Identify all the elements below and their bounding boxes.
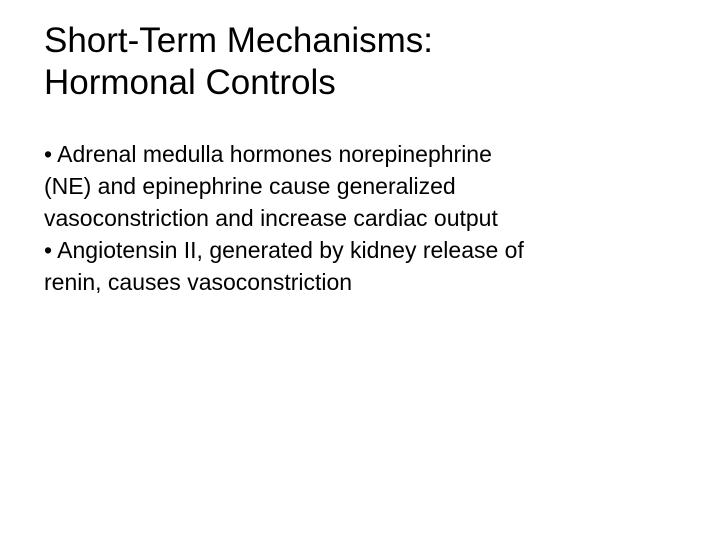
slide-body	[44, 138, 684, 298]
bullet-1-line-2: (NE) and epinephrine cause generalized	[44, 173, 456, 199]
bullet-1-line-3: vasoconstriction and increase cardiac output	[44, 205, 498, 231]
bullet-1-line-1: • Adrenal medulla hormones norepinephrine	[44, 141, 492, 167]
bullet-2-line-2: renin, causes vasoconstriction	[44, 269, 353, 295]
bullet-2-line-1: • Angiotensin II, generated by kidney release of	[44, 237, 524, 263]
slide-title-line-2: Hormonal Controls	[44, 63, 336, 102]
slide-title-line-1: Short-Term Mechanisms:	[44, 21, 433, 60]
slide-title	[44, 20, 684, 104]
